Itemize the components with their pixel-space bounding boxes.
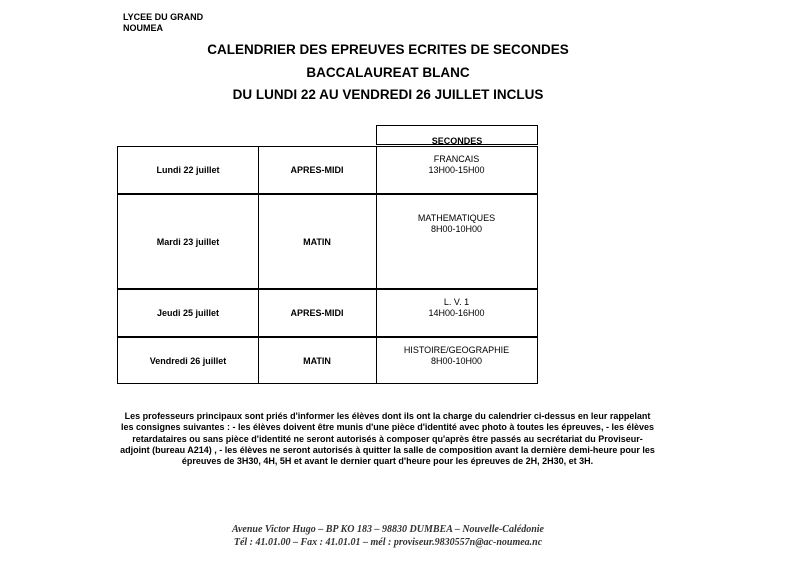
schedule-row: [117, 289, 538, 337]
exam-hours: 8H00-10H00: [430, 224, 483, 234]
title-line-2: BACCALAUREAT BLANC: [306, 64, 470, 80]
exam-subject: FRANCAIS: [433, 154, 480, 164]
exam-subject: MATHEMATIQUES: [417, 213, 496, 223]
instructions-note: Les professeurs principaux sont priés d'informer les élèves dont ils ont la charge du calendrier ci-dessus en leur rappelant les consignes suivantes : - les élèves doivent être munis d'une pièce d'identité avec photo à toutes les épreuves, - les élèves retardataires ou sans pièce d'identité ne seront autorisés à composer qu'après être passés au secrétariat du Proviseur-adjoint (bureau A214) , - les élèves ne seront autorisés à quitter la salle de composition avant la dernière demi-heure pour les épreuves de 3H30, 4H, 5H et avant le dernier quart d'heure pour les épreuves de 2H, 2H30, et 3H.: [120, 411, 655, 467]
footer: [0, 523, 776, 549]
schedule-row: [117, 146, 538, 194]
row-day: Mardi 23 juillet: [118, 195, 259, 288]
row-day: Lundi 22 juillet: [118, 147, 259, 193]
row-exam: [376, 147, 537, 193]
schedule-row: [117, 194, 538, 289]
row-session: MATIN: [258, 338, 377, 383]
row-day: Jeudi 25 juillet: [118, 290, 259, 336]
document-title: [0, 39, 776, 107]
title-line-3: DU LUNDI 22 AU VENDREDI 26 JUILLET INCLUS: [232, 87, 544, 102]
exam-hours: 14H00-16H00: [428, 308, 485, 318]
exam-subject: HISTOIRE/GEOGRAPHIE: [403, 345, 510, 355]
row-exam: [376, 290, 537, 336]
row-exam: [376, 195, 537, 288]
schedule-row: [117, 337, 538, 384]
school-name: [123, 12, 203, 34]
footer-address: Avenue Victor Hugo – BP KO 183 – 98830 DUMBEA – Nouvelle-Calédonie: [232, 524, 544, 535]
school-name-line-2: NOUMEA: [123, 23, 163, 33]
exam-hours: 13H00-15H00: [428, 165, 485, 175]
title-line-1: CALENDRIER DES EPREUVES ECRITES DE SECONDES: [207, 42, 569, 57]
row-day: Vendredi 26 juillet: [118, 338, 259, 383]
row-session: MATIN: [258, 195, 377, 288]
school-name-line-1: LYCEE DU GRAND: [123, 12, 204, 22]
exam-subject: L. V. 1: [443, 297, 470, 307]
footer-contact: Tél : 41.01.00 – Fax : 41.01.01 – mél : proviseur.9830557n@ac-noumea.nc: [233, 537, 543, 548]
column-header-secondes: SECONDES: [376, 125, 538, 145]
row-exam: [376, 338, 537, 383]
row-session: APRES-MIDI: [258, 147, 377, 193]
exam-hours: 8H00-10H00: [430, 356, 483, 366]
row-session: APRES-MIDI: [258, 290, 377, 336]
